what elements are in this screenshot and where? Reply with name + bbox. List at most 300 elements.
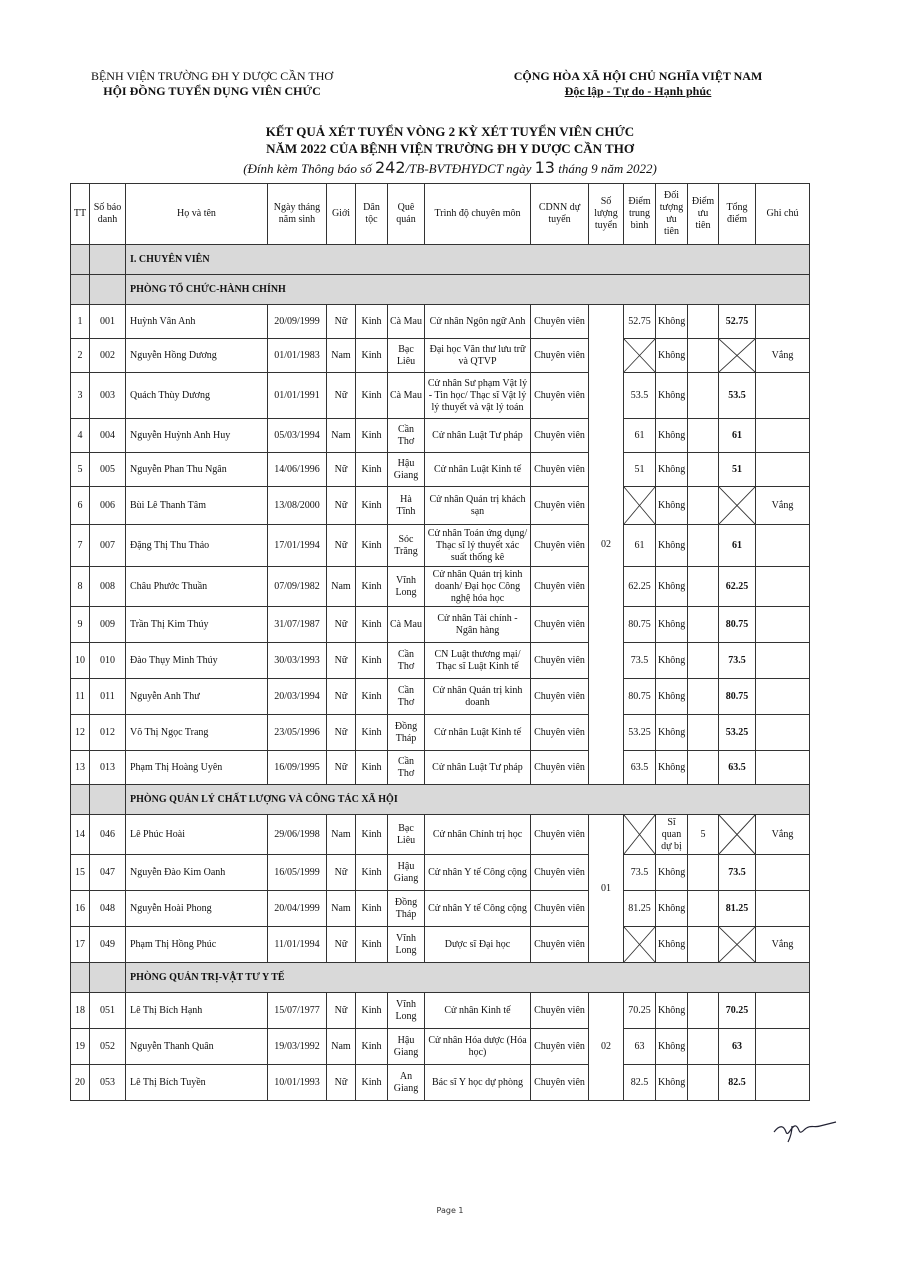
- row-number: 3: [71, 373, 90, 419]
- table-row: [71, 891, 810, 927]
- qualification: Cử nhân Sư phạm Vật lý - Tin học/ Thạc sĩ Vật lý lý thuyết và vật lý toán: [425, 373, 531, 419]
- priority-group: Không: [656, 419, 688, 453]
- row-number: 17: [71, 927, 90, 963]
- birth-date: 01/01/1991: [268, 373, 327, 419]
- table-row: [71, 855, 810, 891]
- gender: Nam: [327, 419, 356, 453]
- birth-date: 13/08/2000: [268, 487, 327, 525]
- average-score: 81.25: [624, 891, 656, 927]
- average-score: 63.5: [624, 751, 656, 785]
- col-header: Tổng điểm: [719, 184, 756, 245]
- priority-group: Sĩ quan dự bị: [656, 815, 688, 855]
- table-row: [71, 525, 810, 567]
- crossed-out-cell: [624, 487, 656, 525]
- priority-group: Không: [656, 993, 688, 1029]
- remark: [756, 419, 810, 453]
- gender: Nam: [327, 339, 356, 373]
- candidate-name: Nguyễn Hồng Dương: [126, 339, 268, 373]
- position-title: Chuyên viên: [531, 927, 589, 963]
- col-header: Số lượng tuyển: [589, 184, 624, 245]
- remark: [756, 305, 810, 339]
- priority-points: [688, 453, 719, 487]
- total-score: 80.75: [719, 679, 756, 715]
- section-title: PHÒNG TỔ CHỨC-HÀNH CHÍNH: [126, 275, 810, 305]
- qualification: Cử nhân Quản trị khách sạn: [425, 487, 531, 525]
- remark: [756, 643, 810, 679]
- qualification: Cử nhân Ngôn ngữ Anh: [425, 305, 531, 339]
- total-score: 53.5: [719, 373, 756, 419]
- qualification: Cử nhân Chính trị học: [425, 815, 531, 855]
- priority-group: Không: [656, 855, 688, 891]
- candidate-number: 003: [90, 373, 126, 419]
- qualification: Cử nhân Y tế Công cộng: [425, 855, 531, 891]
- notice-number: 242: [374, 158, 406, 177]
- ethnicity: Kinh: [356, 751, 388, 785]
- priority-points: [688, 1065, 719, 1101]
- table-row: [71, 715, 810, 751]
- candidate-name: Nguyễn Thanh Quân: [126, 1029, 268, 1065]
- birth-date: 15/07/1977: [268, 993, 327, 1029]
- candidate-number: 007: [90, 525, 126, 567]
- priority-group: Không: [656, 715, 688, 751]
- gender: Nữ: [327, 305, 356, 339]
- section-cell: [90, 275, 126, 305]
- birth-date: 11/01/1994: [268, 927, 327, 963]
- remark: [756, 891, 810, 927]
- total-score: 73.5: [719, 855, 756, 891]
- motto: Độc lập - Tự do - Hạnh phúc: [564, 84, 712, 98]
- candidate-number: 049: [90, 927, 126, 963]
- hometown: An Giang: [388, 1065, 425, 1101]
- ethnicity: Kinh: [356, 567, 388, 607]
- qualification: Đại học Văn thư lưu trữ và QTVP: [425, 339, 531, 373]
- average-score: 61: [624, 419, 656, 453]
- average-score: 80.75: [624, 607, 656, 643]
- candidate-name: Trần Thị Kim Thúy: [126, 607, 268, 643]
- remark: [756, 525, 810, 567]
- remark: Vắng: [756, 339, 810, 373]
- priority-points: [688, 993, 719, 1029]
- hometown: Đồng Tháp: [388, 891, 425, 927]
- ethnicity: Kinh: [356, 487, 388, 525]
- ethnicity: Kinh: [356, 525, 388, 567]
- average-score: 82.5: [624, 1065, 656, 1101]
- subtitle-suffix: tháng 9 năm 2022): [554, 161, 657, 176]
- candidate-number: 012: [90, 715, 126, 751]
- row-number: 16: [71, 891, 90, 927]
- table-row: [71, 305, 810, 339]
- ethnicity: Kinh: [356, 419, 388, 453]
- priority-group: Không: [656, 487, 688, 525]
- birth-date: 16/05/1999: [268, 855, 327, 891]
- candidate-name: Đặng Thị Thu Thảo: [126, 525, 268, 567]
- table-header-row: [71, 184, 810, 245]
- remark: [756, 607, 810, 643]
- total-score: 62.25: [719, 567, 756, 607]
- qualification: CN Luật thương mại/ Thạc sĩ Luật Kinh tế: [425, 643, 531, 679]
- candidate-name: Châu Phước Thuần: [126, 567, 268, 607]
- ethnicity: Kinh: [356, 927, 388, 963]
- qualification: Cử nhân Toán ứng dụng/ Thạc sĩ lý thuyết xác suất thống kê: [425, 525, 531, 567]
- priority-points: [688, 891, 719, 927]
- priority-points: [688, 525, 719, 567]
- gender: Nam: [327, 567, 356, 607]
- gender: Nam: [327, 815, 356, 855]
- average-score: 73.5: [624, 855, 656, 891]
- remark: [756, 679, 810, 715]
- candidate-number: 006: [90, 487, 126, 525]
- col-header: Số báo danh: [90, 184, 126, 245]
- average-score: 63: [624, 1029, 656, 1065]
- row-number: 7: [71, 525, 90, 567]
- total-score: 70.25: [719, 993, 756, 1029]
- total-score: 53.25: [719, 715, 756, 751]
- row-number: 2: [71, 339, 90, 373]
- hometown: Hà Tĩnh: [388, 487, 425, 525]
- priority-group: Không: [656, 751, 688, 785]
- position-title: Chuyên viên: [531, 339, 589, 373]
- ethnicity: Kinh: [356, 855, 388, 891]
- remark: [756, 373, 810, 419]
- hometown: Vĩnh Long: [388, 567, 425, 607]
- ethnicity: Kinh: [356, 305, 388, 339]
- row-number: 10: [71, 643, 90, 679]
- col-header: Ghi chú: [756, 184, 810, 245]
- candidate-name: Phạm Thị Hoàng Uyên: [126, 751, 268, 785]
- candidate-number: 048: [90, 891, 126, 927]
- birth-date: 16/09/1995: [268, 751, 327, 785]
- row-number: 12: [71, 715, 90, 751]
- hometown: Bạc Liêu: [388, 339, 425, 373]
- ethnicity: Kinh: [356, 993, 388, 1029]
- col-header: Dân tộc: [356, 184, 388, 245]
- position-title: Chuyên viên: [531, 373, 589, 419]
- average-score: 61: [624, 525, 656, 567]
- hometown: Đồng Tháp: [388, 715, 425, 751]
- ethnicity: Kinh: [356, 339, 388, 373]
- priority-group: Không: [656, 607, 688, 643]
- hometown: Hậu Giang: [388, 855, 425, 891]
- average-score: 70.25: [624, 993, 656, 1029]
- hometown: Bạc Liêu: [388, 815, 425, 855]
- qualification: Cử nhân Luật Kinh tế: [425, 715, 531, 751]
- total-score: 61: [719, 419, 756, 453]
- remark: Vắng: [756, 815, 810, 855]
- section-cell: [71, 275, 90, 305]
- row-number: 6: [71, 487, 90, 525]
- row-number: 8: [71, 567, 90, 607]
- priority-group: Không: [656, 525, 688, 567]
- candidate-name: Quách Thùy Dương: [126, 373, 268, 419]
- crossed-out-cell: [719, 815, 756, 855]
- row-number: 20: [71, 1065, 90, 1101]
- candidate-number: 002: [90, 339, 126, 373]
- section-row: [71, 245, 810, 275]
- remark: Vắng: [756, 487, 810, 525]
- hometown: Cần Thơ: [388, 751, 425, 785]
- priority-group: Không: [656, 1065, 688, 1101]
- candidate-number: 009: [90, 607, 126, 643]
- position-title: Chuyên viên: [531, 993, 589, 1029]
- recruitment-quota: 02: [589, 993, 624, 1101]
- gender: Nữ: [327, 927, 356, 963]
- position-title: Chuyên viên: [531, 715, 589, 751]
- candidate-name: Võ Thị Ngọc Trang: [126, 715, 268, 751]
- remark: [756, 715, 810, 751]
- priority-points: 5: [688, 815, 719, 855]
- row-number: 15: [71, 855, 90, 891]
- table-row: [71, 373, 810, 419]
- priority-group: Không: [656, 453, 688, 487]
- ethnicity: Kinh: [356, 453, 388, 487]
- birth-date: 14/06/1996: [268, 453, 327, 487]
- ethnicity: Kinh: [356, 815, 388, 855]
- candidate-number: 051: [90, 993, 126, 1029]
- priority-group: Không: [656, 567, 688, 607]
- remark: [756, 751, 810, 785]
- col-header: Điểm ưu tiên: [688, 184, 719, 245]
- candidate-name: Huỳnh Vân Anh: [126, 305, 268, 339]
- ethnicity: Kinh: [356, 607, 388, 643]
- row-number: 4: [71, 419, 90, 453]
- priority-group: Không: [656, 891, 688, 927]
- total-score: 52.75: [719, 305, 756, 339]
- crossed-out-cell: [624, 815, 656, 855]
- total-score: 51: [719, 453, 756, 487]
- section-cell: [71, 963, 90, 993]
- remark: Vắng: [756, 927, 810, 963]
- remark: [756, 855, 810, 891]
- position-title: Chuyên viên: [531, 419, 589, 453]
- hometown: Vĩnh Long: [388, 993, 425, 1029]
- table-row: [71, 815, 810, 855]
- qualification: Bác sĩ Y học dự phòng: [425, 1065, 531, 1101]
- total-score: 82.5: [719, 1065, 756, 1101]
- crossed-out-cell: [719, 927, 756, 963]
- ethnicity: Kinh: [356, 679, 388, 715]
- position-title: Chuyên viên: [531, 305, 589, 339]
- priority-group: Không: [656, 373, 688, 419]
- gender: Nữ: [327, 715, 356, 751]
- position-title: Chuyên viên: [531, 1029, 589, 1065]
- birth-date: 19/03/1992: [268, 1029, 327, 1065]
- handwritten-initial: [770, 1114, 840, 1144]
- subtitle-mid: /TB-BVTĐHYDCT ngày: [405, 161, 535, 176]
- table-row: [71, 1065, 810, 1101]
- col-header: Điểm trung bình: [624, 184, 656, 245]
- hospital-name: BỆNH VIỆN TRƯỜNG ĐH Y DƯỢC CẦN THƠ: [90, 69, 334, 83]
- remark: [756, 567, 810, 607]
- recruitment-quota: 01: [589, 815, 624, 963]
- priority-group: Không: [656, 643, 688, 679]
- total-score: 81.25: [719, 891, 756, 927]
- qualification: Cử nhân Hóa dược (Hóa học): [425, 1029, 531, 1065]
- birth-date: 20/03/1994: [268, 679, 327, 715]
- col-header: Giới: [327, 184, 356, 245]
- remark: [756, 1029, 810, 1065]
- candidate-number: 046: [90, 815, 126, 855]
- candidate-name: Nguyễn Huỳnh Anh Huy: [126, 419, 268, 453]
- table-row: [71, 419, 810, 453]
- row-number: 13: [71, 751, 90, 785]
- candidate-number: 005: [90, 453, 126, 487]
- qualification: Cử nhân Luật Tư pháp: [425, 419, 531, 453]
- remark: [756, 993, 810, 1029]
- priority-points: [688, 927, 719, 963]
- remark: [756, 1065, 810, 1101]
- qualification: Cử nhân Luật Kinh tế: [425, 453, 531, 487]
- position-title: Chuyên viên: [531, 453, 589, 487]
- row-number: 11: [71, 679, 90, 715]
- position-title: Chuyên viên: [531, 815, 589, 855]
- row-number: 5: [71, 453, 90, 487]
- table-row: [71, 567, 810, 607]
- gender: Nữ: [327, 525, 356, 567]
- birth-date: 20/04/1999: [268, 891, 327, 927]
- document-title: [120, 123, 780, 157]
- priority-group: Không: [656, 339, 688, 373]
- priority-group: Không: [656, 1029, 688, 1065]
- average-score: 53.5: [624, 373, 656, 419]
- candidate-name: Phạm Thị Hồng Phúc: [126, 927, 268, 963]
- candidate-name: Lê Phúc Hoài: [126, 815, 268, 855]
- gender: Nam: [327, 1029, 356, 1065]
- table-row: [71, 927, 810, 963]
- document-subtitle: [120, 158, 780, 177]
- gender: Nữ: [327, 993, 356, 1029]
- hometown: Cà Mau: [388, 607, 425, 643]
- results-table: [70, 183, 810, 1101]
- hometown: Cần Thơ: [388, 679, 425, 715]
- section-cell: [90, 785, 126, 815]
- row-number: 18: [71, 993, 90, 1029]
- candidate-name: Nguyễn Anh Thư: [126, 679, 268, 715]
- birth-date: 01/01/1983: [268, 339, 327, 373]
- table-body: [71, 245, 810, 1101]
- priority-points: [688, 607, 719, 643]
- birth-date: 23/05/1996: [268, 715, 327, 751]
- priority-points: [688, 751, 719, 785]
- section-row: [71, 275, 810, 305]
- qualification: Cử nhân Quản trị kinh doanh/ Đại học Công nghệ hóa học: [425, 567, 531, 607]
- priority-group: Không: [656, 679, 688, 715]
- position-title: Chuyên viên: [531, 1065, 589, 1101]
- candidate-number: 013: [90, 751, 126, 785]
- priority-points: [688, 679, 719, 715]
- qualification: Cử nhân Tài chính - Ngân hàng: [425, 607, 531, 643]
- section-title: I. CHUYÊN VIÊN: [126, 245, 810, 275]
- ethnicity: Kinh: [356, 1029, 388, 1065]
- col-header: Họ và tên: [126, 184, 268, 245]
- position-title: Chuyên viên: [531, 855, 589, 891]
- priority-group: Không: [656, 927, 688, 963]
- average-score: 73.5: [624, 643, 656, 679]
- col-header: Trình độ chuyên môn: [425, 184, 531, 245]
- table-row: [71, 679, 810, 715]
- ethnicity: Kinh: [356, 1065, 388, 1101]
- gender: Nữ: [327, 607, 356, 643]
- birth-date: 05/03/1994: [268, 419, 327, 453]
- candidate-number: 011: [90, 679, 126, 715]
- priority-points: [688, 305, 719, 339]
- birth-date: 20/09/1999: [268, 305, 327, 339]
- table-row: [71, 339, 810, 373]
- total-score: 73.5: [719, 643, 756, 679]
- row-number: 9: [71, 607, 90, 643]
- hometown: Sóc Trăng: [388, 525, 425, 567]
- position-title: Chuyên viên: [531, 891, 589, 927]
- candidate-name: Nguyễn Đào Kim Oanh: [126, 855, 268, 891]
- section-title: PHÒNG QUẢN LÝ CHẤT LƯỢNG VÀ CÔNG TÁC XÃ HỘI: [126, 785, 810, 815]
- candidate-number: 008: [90, 567, 126, 607]
- gender: Nữ: [327, 855, 356, 891]
- qualification: Cử nhân Kinh tế: [425, 993, 531, 1029]
- qualification: Cử nhân Luật Tư pháp: [425, 751, 531, 785]
- priority-points: [688, 643, 719, 679]
- col-header: Ngày tháng năm sinh: [268, 184, 327, 245]
- priority-points: [688, 855, 719, 891]
- priority-points: [688, 419, 719, 453]
- candidate-number: 052: [90, 1029, 126, 1065]
- birth-date: 07/09/1982: [268, 567, 327, 607]
- organization-header: [82, 69, 342, 99]
- hometown: Hậu Giang: [388, 453, 425, 487]
- crossed-out-cell: [719, 487, 756, 525]
- average-score: 51: [624, 453, 656, 487]
- subtitle-prefix: (Đính kèm Thông báo số: [243, 161, 375, 176]
- birth-date: 30/03/1993: [268, 643, 327, 679]
- qualification: Dược sĩ Đại học: [425, 927, 531, 963]
- candidate-number: 053: [90, 1065, 126, 1101]
- section-row: [71, 785, 810, 815]
- crossed-out-cell: [624, 927, 656, 963]
- gender: Nữ: [327, 373, 356, 419]
- table-row: [71, 993, 810, 1029]
- gender: Nữ: [327, 751, 356, 785]
- position-title: Chuyên viên: [531, 751, 589, 785]
- country-name: CỘNG HÒA XÃ HỘI CHỦ NGHĨA VIỆT NAM: [513, 69, 763, 83]
- birth-date: 17/01/1994: [268, 525, 327, 567]
- gender: Nữ: [327, 643, 356, 679]
- candidate-number: 010: [90, 643, 126, 679]
- position-title: Chuyên viên: [531, 487, 589, 525]
- birth-date: 29/06/1998: [268, 815, 327, 855]
- crossed-out-cell: [624, 339, 656, 373]
- gender: Nữ: [327, 453, 356, 487]
- col-header: CDNN dự tuyển: [531, 184, 589, 245]
- position-title: Chuyên viên: [531, 679, 589, 715]
- recruitment-quota: 02: [589, 305, 624, 785]
- position-title: Chuyên viên: [531, 607, 589, 643]
- gender: Nữ: [327, 679, 356, 715]
- table-row: [71, 643, 810, 679]
- section-row: [71, 963, 810, 993]
- table-row: [71, 487, 810, 525]
- col-header: Quê quán: [388, 184, 425, 245]
- col-header: TT: [71, 184, 90, 245]
- crossed-out-cell: [719, 339, 756, 373]
- table-row: [71, 607, 810, 643]
- hometown: Cà Mau: [388, 373, 425, 419]
- position-title: Chuyên viên: [531, 525, 589, 567]
- row-number: 1: [71, 305, 90, 339]
- average-score: 62.25: [624, 567, 656, 607]
- ethnicity: Kinh: [356, 715, 388, 751]
- hometown: Cà Mau: [388, 305, 425, 339]
- hometown: Cần Thơ: [388, 643, 425, 679]
- hometown: Hậu Giang: [388, 1029, 425, 1065]
- remark: [756, 453, 810, 487]
